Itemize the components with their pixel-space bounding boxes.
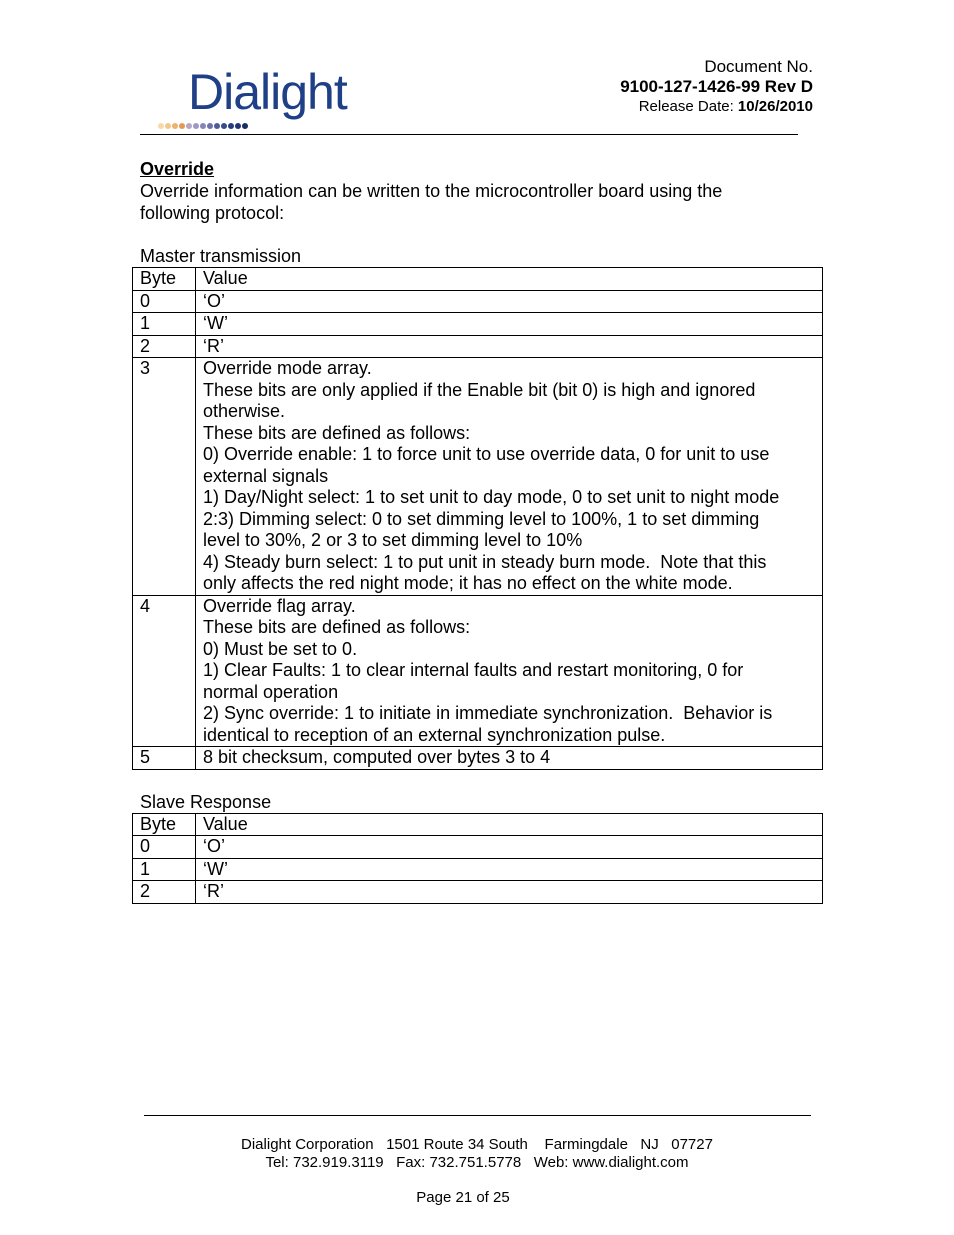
logo-dot <box>200 123 206 129</box>
document-number: 9100-127-1426-99 Rev D <box>620 77 813 96</box>
byte-cell: 0 <box>133 836 196 859</box>
byte-cell: 2 <box>133 881 196 904</box>
dialight-logo <box>158 64 388 134</box>
logo-dot <box>221 123 227 129</box>
value-line: Override flag array. <box>203 595 356 616</box>
value-line: external signals <box>203 465 329 486</box>
value-line: These bits are defined as follows: <box>203 422 471 443</box>
value-line: identical to reception of an external synchronization pulse. <box>203 724 666 745</box>
logo-dot <box>214 123 220 129</box>
value-line: ‘O’ <box>203 836 225 856</box>
value-cell <box>196 747 823 770</box>
byte-cell: 0 <box>133 290 196 313</box>
value-cell <box>196 836 823 859</box>
footer-contact: Tel: 732.919.3119 Fax: 732.751.5778 Web: www.dialight.com <box>265 1154 689 1171</box>
logo-dot <box>172 123 178 129</box>
byte-cell: 2 <box>133 335 196 358</box>
section-title: Override <box>140 159 215 179</box>
slave-header-row <box>133 813 823 836</box>
document-info <box>620 57 813 117</box>
value-line: ‘R’ <box>203 335 224 356</box>
value-line: ‘O’ <box>203 290 225 311</box>
value-line: ‘W’ <box>203 858 228 879</box>
header-divider <box>140 134 798 135</box>
table-row <box>133 881 823 904</box>
table-row <box>133 858 823 881</box>
master-caption: Master transmission <box>140 246 302 266</box>
table-row <box>133 313 823 336</box>
byte-cell: 1 <box>133 858 196 881</box>
slave-table <box>132 813 823 904</box>
value-line: 1) Day/Night select: 1 to set unit to day mode, 0 to set unit to night mode <box>203 487 780 507</box>
master-table <box>132 267 823 770</box>
value-cell <box>196 313 823 336</box>
value-line: 0) Must be set to 0. <box>203 638 358 659</box>
table-row <box>133 747 823 770</box>
logo-wordmark: Dialight <box>188 64 347 120</box>
byte-cell: 4 <box>133 595 196 747</box>
value-line: 2:3) Dimming select: 0 to set dimming level to 100%, 1 to set dimming <box>203 508 760 529</box>
logo-dot <box>228 123 234 129</box>
value-cell <box>196 358 823 596</box>
table-row <box>133 595 823 747</box>
table-row <box>133 358 823 596</box>
value-cell <box>196 595 823 747</box>
byte-cell: 1 <box>133 313 196 336</box>
logo-dot <box>207 123 213 129</box>
release-date: 10/26/2010 <box>737 98 813 115</box>
release-label: Release Date: <box>638 98 738 115</box>
value-line: ‘W’ <box>203 313 228 333</box>
logo-dot <box>158 123 164 129</box>
slave-caption: Slave Response <box>140 791 272 812</box>
logo-dot <box>235 123 241 129</box>
value-line: Override mode array. <box>203 358 372 378</box>
value-line: These bits are only applied if the Enable bit (bit 0) is high and ignored <box>203 379 756 400</box>
slave-header-value: Value <box>196 813 823 836</box>
value-line: 0) Override enable: 1 to force unit to use override data, 0 for unit to use <box>203 444 770 464</box>
slave-header-byte: Byte <box>133 813 196 836</box>
footer-address: Dialight Corporation 1501 Route 34 South Farmingdale NJ 07727 <box>241 1136 713 1153</box>
value-line: normal operation <box>203 681 339 702</box>
value-line: otherwise. <box>203 401 286 421</box>
logo-dots <box>158 123 248 131</box>
value-line: 2) Sync override: 1 to initiate in immediate synchronization. Behavior is <box>203 703 773 723</box>
logo-dot <box>165 123 171 129</box>
value-cell <box>196 881 823 904</box>
value-cell <box>196 858 823 881</box>
value-line: only affects the red night mode; it has no effect on the white mode. <box>203 573 733 593</box>
value-line: level to 30%, 2 or 3 to set dimming level to 10% <box>203 530 583 550</box>
logo-dot <box>193 123 199 129</box>
page-number: Page 21 of 25 <box>416 1189 510 1206</box>
value-line: ‘R’ <box>203 881 224 901</box>
master-header-row <box>133 268 823 291</box>
value-cell <box>196 335 823 358</box>
intro-line-1: Override information can be written to the microcontroller board using the <box>140 181 723 201</box>
master-header-byte: Byte <box>133 268 196 291</box>
document-label: Document No. <box>704 57 813 76</box>
value-line: 4) Steady burn select: 1 to put unit in steady burn mode. Note that this <box>203 551 767 572</box>
master-header-value: Value <box>196 268 823 291</box>
logo-dot <box>179 123 185 129</box>
byte-cell: 5 <box>133 747 196 770</box>
logo-dot <box>242 123 248 129</box>
release-date-line <box>620 97 813 117</box>
value-cell <box>196 290 823 313</box>
logo-dot <box>186 123 192 129</box>
table-row <box>133 836 823 859</box>
table-row <box>133 335 823 358</box>
value-line: 8 bit checksum, computed over bytes 3 to 4 <box>203 747 551 767</box>
footer-divider <box>144 1115 811 1116</box>
value-line: 1) Clear Faults: 1 to clear internal faults and restart monitoring, 0 for <box>203 660 744 680</box>
byte-cell: 3 <box>133 358 196 596</box>
intro-line-2: following protocol: <box>140 203 285 223</box>
value-line: These bits are defined as follows: <box>203 617 471 637</box>
table-row <box>133 290 823 313</box>
page-content <box>140 158 825 904</box>
